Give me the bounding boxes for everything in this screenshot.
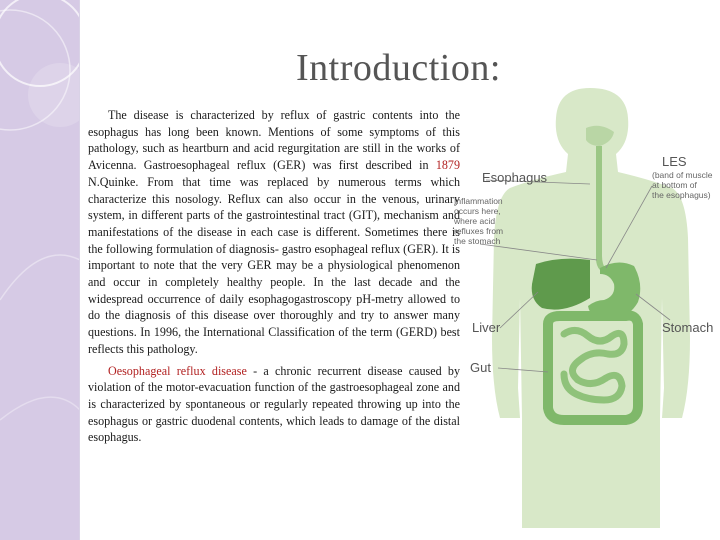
les-note-line: at bottom of xyxy=(652,180,697,190)
decorative-sidebar xyxy=(0,0,80,540)
les-note-line: (band of muscle xyxy=(652,170,713,180)
slide-title: Introduction: xyxy=(296,47,501,89)
les-note-line: the esophagus) xyxy=(652,190,711,200)
inflammation-note-line: refluxes from xyxy=(454,226,504,236)
intro-paragraph xyxy=(88,107,460,358)
inflammation-note-line: where acid xyxy=(454,216,496,226)
label-gut: Gut xyxy=(470,360,491,375)
label-esophagus: Esophagus xyxy=(482,170,548,185)
definition-text: - a chronic recurrent disease caused by violation of the motor-evacuation function of the gastroesophageal zone and is characterized by spontaneous or regularly repeated throwing up into the esophagus or gastric duodenal contents, which leads to damage of the distal esophagus. xyxy=(88,363,460,445)
les-note xyxy=(652,170,712,200)
label-stomach: Stomach xyxy=(662,320,714,335)
definition-paragraph xyxy=(88,363,460,447)
label-les: LES xyxy=(662,154,687,169)
intro-text-end: N.Quinke. From that time was replaced by numerous terms which characterize this nosology. Reflux can also occur in the venous, urinary system, in different parts of the gastrointestinal tract (GIT), mechanism and manifestations of the disease in each case is different. Sometimes there is the following formulation of diagnosis- gastro esophageal reflux (GER). It is important to note that the very GER may be a physiological phenomenon and occur in completely healthy people. In the last decade and the widespread occurrence of daily esophagogastroscopy pH-metry allowed to do the diagnosis of this disease over thoroughly and try to answer many questions. In 1996, the International Classification of the term (GERD) best reflects this pathology. xyxy=(88,174,460,356)
inflammation-note-line: occurs here, xyxy=(454,206,501,216)
liver-shape xyxy=(532,259,590,310)
inflammation-note-line: the stomach xyxy=(454,236,501,246)
inflammation-note-line: Inflammation xyxy=(454,196,503,206)
anatomy-figure xyxy=(440,88,720,528)
inflammation-note xyxy=(454,196,503,246)
sidebar-divider xyxy=(79,0,80,540)
slide-body xyxy=(88,107,460,446)
label-liver: Liver xyxy=(472,320,501,335)
year-highlight: 1879 xyxy=(435,158,460,173)
definition-term: Oesophageal reflux disease xyxy=(108,363,247,378)
intro-text-start: The disease is characterized by reflux of gastric contents into the esophagus has long been known. Mentions of some symptoms of this pathology, such as heartburn and acid regurgitation are still in the works of Avicenna. Gastroesophageal reflux (GER) was first described in xyxy=(88,108,460,173)
